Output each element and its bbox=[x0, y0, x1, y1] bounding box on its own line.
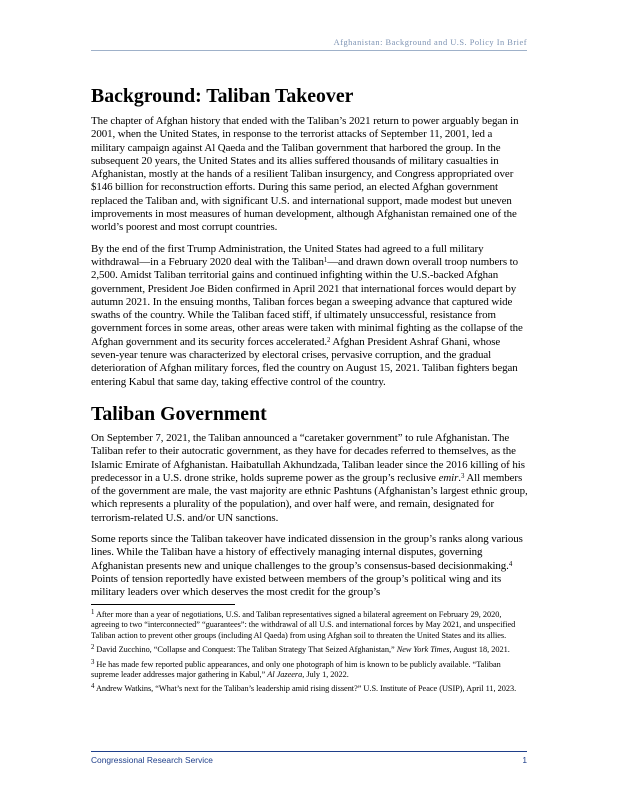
footnote-4 bbox=[91, 684, 528, 694]
footnote-ref-4[interactable]: 4 bbox=[508, 560, 513, 568]
footnote-text: He has made few reported public appearances, and only one photograph of him is known to be publicly available. “Taliban supreme leader addresses major gathering in Kabul,” bbox=[91, 659, 501, 680]
paragraph-text: Points of tension reportedly have existed between members of the group’s political wing and its military leaders over which deserves the most credit for the group’s bbox=[91, 572, 502, 599]
section-heading-background: Background: Taliban Takeover bbox=[91, 85, 354, 107]
paragraph-text: By the end of the first Trump Administration, the United States had agreed to a full military withdrawal—in a February 2020 deal with the Taliban bbox=[91, 242, 484, 268]
paragraph-government-1 bbox=[91, 432, 528, 525]
footnote-number: 4 bbox=[91, 683, 95, 691]
footnote-number: 2 bbox=[91, 644, 95, 652]
page-number: 1 bbox=[522, 755, 527, 765]
paragraph-text: On September 7, 2021, the Taliban announced a “caretaker government” to rule Afghanistan. The Taliban refer to their autocratic government, as they have for decades referred to themselves, as the Islamic Emirate of Afghanistan. Haibatullah Akhundzada, Taliban leader since the 2016 killing of his predecessor in a U.S. drone strike, holds supreme power as the group’s reclusive bbox=[91, 431, 525, 484]
main-content bbox=[91, 84, 528, 608]
footnote-text: , August 18, 2021. bbox=[449, 645, 510, 655]
footer-divider bbox=[91, 751, 527, 752]
footnote-3 bbox=[91, 660, 528, 681]
footnote-text: Andrew Watkins, “What’s next for the Taliban’s leadership amid rising dissent?” U.S. Institute of Peace (USIP), April 11, 2023. bbox=[94, 684, 517, 694]
running-header: Afghanistan: Background and U.S. Policy In Brief bbox=[333, 38, 527, 47]
footnote-divider bbox=[91, 604, 235, 605]
header-divider bbox=[91, 50, 527, 51]
footnotes bbox=[91, 610, 528, 699]
paragraph-text: —and drawn down overall troop numbers to 2,500. Amidst Taliban territorial gains and continued infighting within the U.S.-backed Afghan government, President Joe Biden confirmed in April 2021 that international forces would depart by autumn 2021. In the ensuing months, Taliban forces began a sweeping advance that captured wide swaths of the country. While the Taliban faced stiff, if ultimately unsuccessful, resistance from government forces in some areas, other areas were taken with minimal fighting as the collapse of the Afghan government and its security forces accelerated. bbox=[91, 255, 523, 348]
paragraph-government-2 bbox=[91, 533, 528, 599]
section-heading-government: Taliban Government bbox=[91, 402, 267, 425]
paragraph-text: Afghan President Ashraf Ghani, whose seven-year tenure was characterized by electoral crises, pervasive corruption, and the gradual deterioration of Afghan military forces, fled the country on August 15, 2021. Taliban fighters began entering Kabul that same day, taking effective control of the country. bbox=[91, 335, 518, 388]
emphasis-emir: emir bbox=[438, 471, 459, 484]
publication-title: Al Jazeera bbox=[267, 670, 303, 680]
footnote-ref-2[interactable]: 2 bbox=[327, 336, 331, 344]
footnote-text: , July 1, 2022. bbox=[302, 670, 349, 680]
footnote-ref-3[interactable]: 3 bbox=[460, 472, 465, 480]
paragraph-background-2 bbox=[91, 243, 528, 389]
footnote-number: 1 bbox=[91, 609, 95, 616]
paragraph-text: All members of the government are male, the vast majority are ethnic Pashtuns (Afghanistan’s largest ethnic group, which represents a plurality of the population), and over half were, and remain, designated for terrorism-related U.S. and/or UN sanctions. bbox=[91, 471, 528, 524]
footnote-1 bbox=[91, 610, 528, 641]
publication-title: New York Times bbox=[396, 645, 450, 655]
paragraph-background-1: The chapter of Afghan history that ended with the Taliban’s 2021 return to power arguably began in 2001, when the United States, in response to the terrorist attacks of September 11, 2001, led a military campaign against Al Qaeda and the Taliban government that harbored the group. In the subsequent 20 years, the United States and its allies suffered thousands of military casualties in Afghanistan, mostly at the hands of a resilient Taliban insurgency, and Congress appropriated over $146 billion for reconstruction efforts. During this same period, an elected Afghan government replaced the Taliban and, with significant U.S. and international support, made modest but uneven improvements in most measures of human development, although Afghanistan remained one of the world’s poorest and most corrupt countries. bbox=[91, 115, 519, 234]
paragraph-text: . bbox=[458, 471, 461, 484]
paragraph-text: Some reports since the Taliban takeover have indicated dissension in the group’s ranks along various lines. While the Taliban have a history of effectively managing internal disputes, governing Afghanistan presents new and unique challenges to the group’s consensus-based decisionmaking. bbox=[91, 533, 523, 572]
footnote-text: After more than a year of negotiations, U.S. and Taliban representatives signed a bilateral agreement on February 29, 2020, agreeing to two “interconnected” “guarantees”: the withdrawal of all U.S. and international forces by May 2021, and unspecified Taliban action to prevent other groups (including Al Qaeda) from using Afghan soil to threaten the United States and its allies. bbox=[91, 610, 516, 640]
footnote-2 bbox=[91, 645, 528, 655]
footnote-ref-1[interactable]: 1 bbox=[323, 256, 328, 264]
footer-source: Congressional Research Service bbox=[91, 755, 213, 765]
footnote-number: 3 bbox=[91, 658, 95, 666]
footnote-text: David Zucchino, “Collapse and Conquest: The Taliban Strategy That Seized Afghanistan,” bbox=[94, 645, 397, 655]
